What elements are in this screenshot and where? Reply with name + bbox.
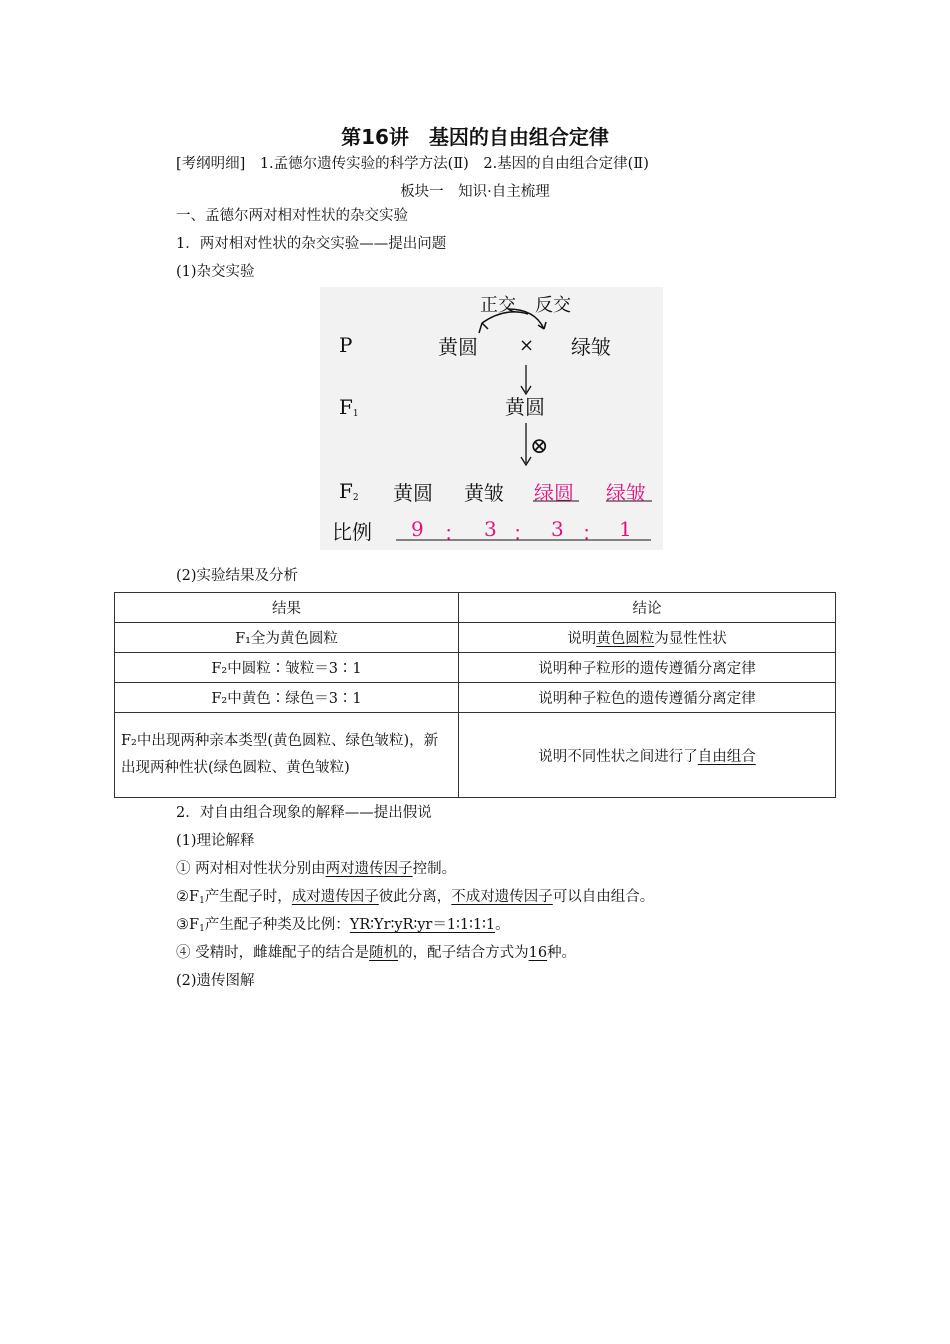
- page-title: 第16讲 基因的自由组合定律: [341, 125, 609, 149]
- outline-item-2: 2.基因的自由组合定律(Ⅱ): [483, 156, 649, 172]
- conclusion-cell: 说明种子粒形的遗传遵循分离定律: [459, 653, 836, 683]
- table-row: [115, 683, 836, 713]
- f2-green-round: 绿圆: [534, 481, 574, 505]
- f2-yellow-wrinkled: 黄皱: [464, 481, 504, 505]
- point-4-key-1: 随机: [369, 945, 399, 961]
- ratio-value: 1: [619, 517, 632, 541]
- subheading-cross-experiment: (1)杂交实验: [176, 264, 255, 280]
- result-cell: F₁全为黄色圆粒: [115, 623, 459, 653]
- section-header: 板块一 知识·自主梳理: [400, 184, 550, 200]
- cross-diagram-lines: [320, 287, 663, 550]
- cross-diagram: [320, 287, 663, 550]
- outline-label: [考纲明细]: [176, 156, 246, 172]
- point-2-key-2: 不成对遗传因子: [451, 889, 553, 905]
- heading-2: 2．对自由组合现象的解释——提出假说: [176, 805, 432, 821]
- subheading-results: (2)实验结果及分析: [176, 568, 299, 584]
- point-1: ① 两对相对性状分别由两对遗传因子控制。: [176, 861, 457, 877]
- results-table: [114, 592, 836, 798]
- conclusion-cell: 说明种子粒色的遗传遵循分离定律: [459, 683, 836, 713]
- outline-item-1: 1.孟德尔遗传实验的科学方法(Ⅱ): [259, 156, 469, 172]
- label-reciprocal-reverse: 反交: [535, 295, 571, 316]
- point-4-key-2: 16: [528, 945, 548, 961]
- subheading-theory: (1)理论解释: [176, 833, 255, 849]
- ratio-value: 3: [484, 517, 497, 541]
- conclusion-key: 自由组合: [697, 748, 756, 765]
- point-2-key-1: 成对遗传因子: [291, 889, 379, 905]
- ratio-sep: ：: [582, 521, 602, 545]
- table-row: [115, 623, 836, 653]
- result-cell: F₂中出现两种亲本类型(黄色圆粒、绿色皱粒)，新出现两种性状(绿色圆粒、黄色皱粒): [115, 713, 459, 798]
- point-1-key: 两对遗传因子: [325, 861, 413, 877]
- ratio-value: 3: [551, 517, 564, 541]
- cross-symbol: ×: [519, 335, 535, 356]
- table-row: [115, 653, 836, 683]
- table-row: [115, 713, 836, 798]
- header-result: 结果: [115, 593, 459, 623]
- result-cell: F₂中黄色∶绿色＝3∶1: [115, 683, 459, 713]
- point-3: $③F_1$产生配子种类及比例：YR∶Yr∶yR∶yr＝1∶1∶1∶1。: [176, 917, 510, 934]
- parent-right: 绿皱: [571, 335, 611, 359]
- f2-yellow-round: 黄圆: [393, 481, 433, 505]
- f2-green-wrinkled: 绿皱: [606, 481, 646, 505]
- ratio-label: 比例: [332, 520, 372, 544]
- ratio-sep: ：: [513, 521, 533, 545]
- heading-1-1: 1．两对相对性状的杂交实验——提出问题: [176, 236, 447, 252]
- table-header-row: [115, 593, 836, 623]
- outline-line: [176, 152, 649, 173]
- ratio-sep: ：: [444, 521, 464, 545]
- generation-p: P: [339, 333, 353, 357]
- generation-f1: $F_1$: [339, 395, 359, 419]
- label-reciprocal-forward: 正交: [480, 295, 516, 316]
- result-cell: F₂中圆粒∶皱粒＝3∶1: [115, 653, 459, 683]
- subheading-genetic-diagram: (2)遗传图解: [176, 973, 255, 989]
- header-conclusion: 结论: [459, 593, 836, 623]
- f1-offspring: 黄圆: [505, 395, 545, 419]
- point-3-key: YR∶Yr∶yR∶yr＝1∶1∶1∶1: [349, 917, 496, 933]
- point-2: $②F_1$产生配子时，成对遗传因子彼此分离，不成对遗传因子可以自由组合。: [176, 889, 655, 906]
- point-4: ④ 受精时，雌雄配子的结合是随机的，配子结合方式为16种。: [176, 945, 577, 961]
- parent-left: 黄圆: [438, 335, 478, 359]
- conclusion-cell: 说明不同性状之间进行了自由组合: [459, 713, 836, 798]
- generation-f2: $F_2$: [339, 479, 359, 503]
- heading-1: 一、孟德尔两对相对性状的杂交实验: [176, 208, 408, 224]
- conclusion-cell: 说明黄色圆粒为显性性状: [459, 623, 836, 653]
- selfing-icon: ⊗: [530, 434, 549, 459]
- ratio-value: 9: [411, 517, 424, 541]
- conclusion-key: 黄色圆粒: [596, 631, 655, 647]
